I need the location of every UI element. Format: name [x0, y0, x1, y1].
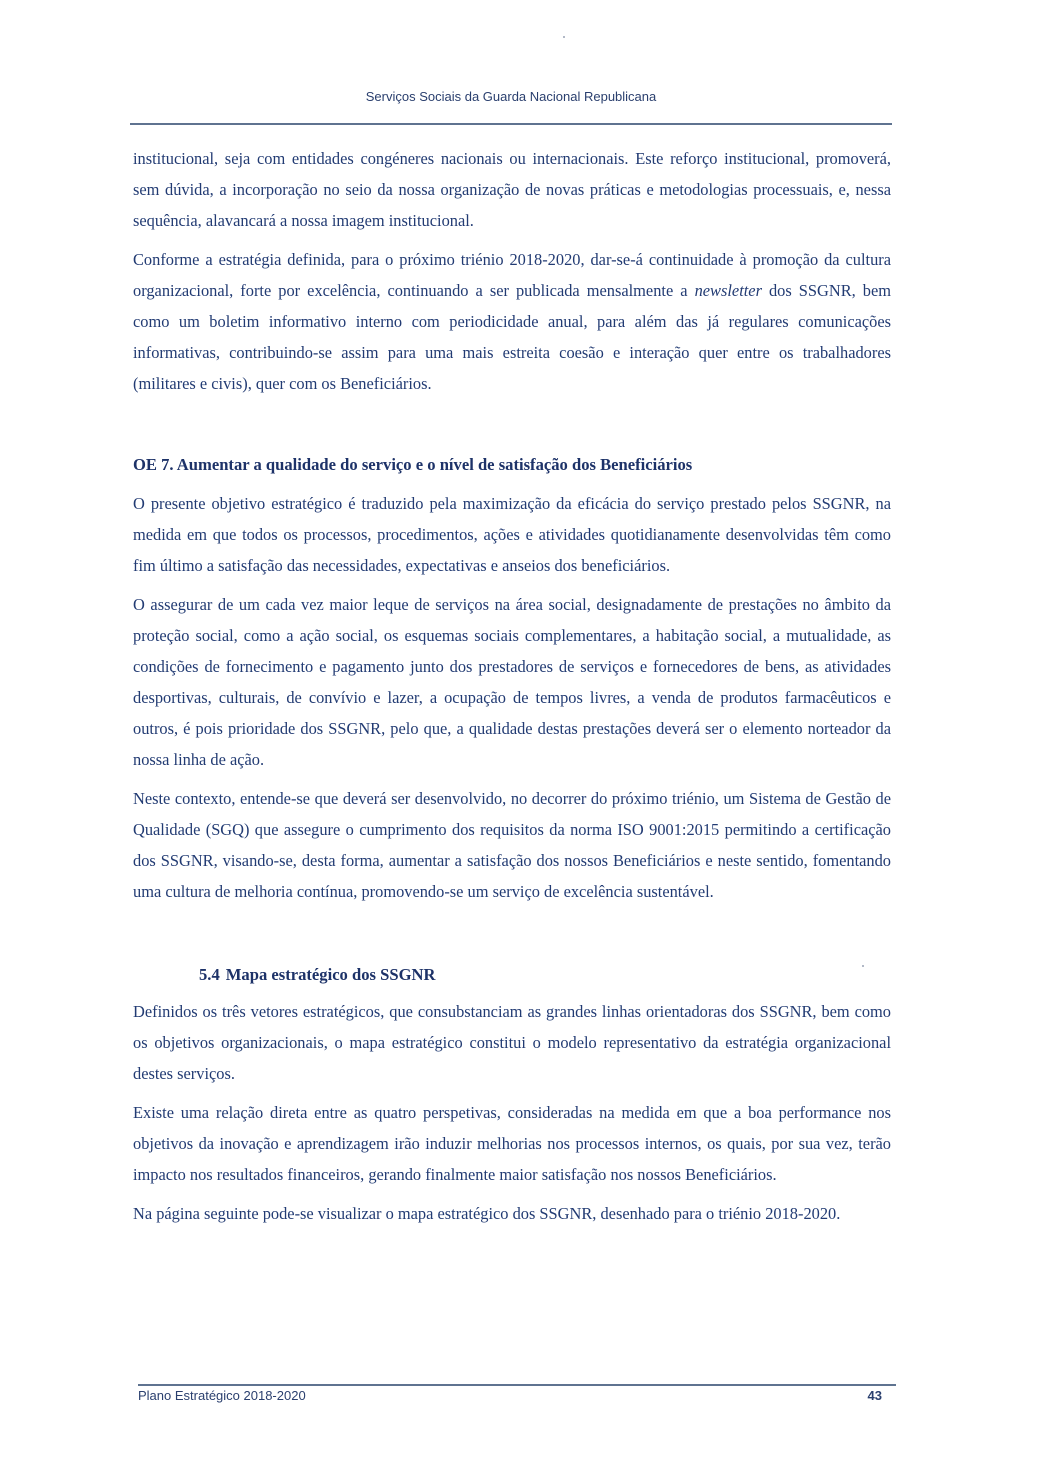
page-body	[133, 143, 891, 1229]
paragraph-institutional: institucional, seja com entidades congéneres nacionais ou internacionais. Este reforço institucional, promoverá, sem dúvida, a incorporação no seio da nossa organização de novas práticas e metodologias processuais, e, nessa sequência, alavancará a nossa imagem institucional.	[133, 149, 891, 230]
paragraph-objective: O presente objetivo estratégico é traduzido pela maximização da eficácia do serviço prestado pelos SSGNR, na medida em que todos os processos, procedimentos, ações e atividades quotidianamente desenvolvidas têm como fim último a satisfação das necessidades, expectativas e anseios dos beneficiários.	[133, 494, 891, 575]
page-number: 43	[867, 1388, 882, 1403]
section-number: 5.4	[199, 965, 220, 984]
paragraph-next-page: Na página seguinte pode-se visualizar o mapa estratégico dos SSGNR, desenhado para o triénio 2018-2020.	[133, 1204, 841, 1223]
footer-document-title: Plano Estratégico 2018-2020	[138, 1388, 306, 1403]
heading-oe7: OE 7. Aumentar a qualidade do serviço e o nível de satisfação dos Beneficiários	[133, 455, 693, 474]
newsletter-term: newsletter	[694, 281, 762, 300]
paragraph-strategy	[133, 244, 891, 399]
running-header: Serviços Sociais da Guarda Nacional Republicana	[365, 89, 657, 104]
paragraph-vectors: Definidos os três vetores estratégicos, que consubstanciam as grandes linhas orientadoras dos SSGNR, bem como os objetivos organizacionais, o mapa estratégico constitui o modelo representativo da estratégia organizacional destes serviços.	[133, 1002, 891, 1083]
paragraph-perspectives: Existe uma relação direta entre as quatro perspetivas, consideradas na medida em que a boa performance nos objetivos da inovação e aprendizagem irão induzir melhorias nos processos internos, os quais, por sua vez, terão impacto nos resultados financeiros, gerando finalmente maior satisfação nos nossos Beneficiários.	[133, 1103, 891, 1184]
paragraph-services: O assegurar de um cada vez maior leque de serviços na área social, designadamente de prestações no âmbito da proteção social, como a ação social, os esquemas sociais complementares, a habitação social, a mutualidade, as condições de fornecimento e pagamento junto dos prestadores de serviços e fornecedores de bens, as atividades desportivas, culturais, de convívio e lazer, a ocupação de tempos livres, a venda de produtos farmacêuticos e outros, é pois prioridade dos SSGNR, pelo que, a qualidade destas prestações deverá ser o elemento norteador da nossa linha de ação.	[133, 595, 891, 769]
header-divider	[130, 123, 892, 125]
paragraph-strategy-text-2: dos SSGNR, bem como um boletim informativo interno com periodicidade anual, para além das já regulares comunicações informativas, contribuindo-se assim para uma mais estreita coesão e interação quer entre os trabalhadores (militares e civis), quer com os Beneficiários.	[133, 281, 891, 393]
section-title: Mapa estratégico dos SSGNR	[225, 965, 436, 984]
paragraph-strategy-text-1: Conforme a estratégia definida, para o próximo triénio 2018-2020, dar-se-á continuidade à promoção da cultura organizacional, forte por excelência, continuando a ser publicada mensalmente a	[133, 250, 891, 300]
footer-divider	[138, 1384, 896, 1386]
scan-speck	[563, 36, 565, 38]
heading-section-5-4	[133, 959, 891, 990]
paragraph-quality-system: Neste contexto, entende-se que deverá ser desenvolvido, no decorrer do próximo triénio, um Sistema de Gestão de Qualidade (SGQ) que assegure o cumprimento dos requisitos da norma ISO 9001:2015 permitindo a certificação dos SSGNR, visando-se, desta forma, aumentar a satisfação dos nossos Beneficiários e neste sentido, fomentando uma cultura de melhoria contínua, promovendo-se um serviço de excelência sustentável.	[133, 789, 891, 901]
